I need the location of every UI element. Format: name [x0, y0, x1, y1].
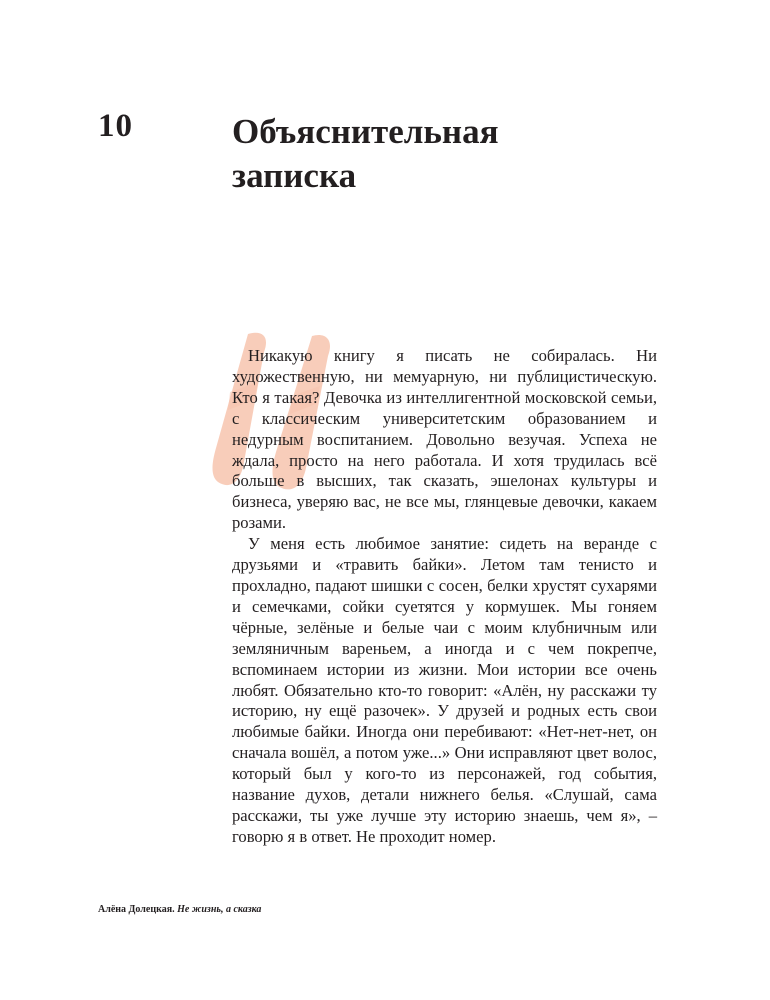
footer-author: Алёна Долецкая.	[98, 904, 175, 915]
chapter-title	[232, 110, 652, 198]
footer	[98, 905, 261, 915]
paragraph-2: У меня есть любимое занятие: сидеть на веранде с друзьями и «травить байки». Летом там тенисто и прохладно, падают шишки с сосен, белки хрустят сухарями и семечками, сойки суетятся у кормушек. Мы гоняем чёрные, зелёные и белые чаи с моим клубничным или земляничным вареньем, а иногда и с чем покрепче, вспоминаем истории из жизни. Мои истории все очень любят. Обязательно кто-то говорит: «Алён, ну расскажи ту историю, ну ещё разочек». У друзей и родных есть свои любимые байки. Иногда они перебивают: «Нет-нет-нет, он сначала вошёл, а потом уже...» Они исправляют цвет волос, который был у кого-то из персонажей, год события, название духов, детали нижнего белья. «Слушай, сама расскажи, ты уже лучше эту историю знаешь, чем я», – говорю я в ответ. Не проходит номер.	[232, 534, 657, 846]
footer-book-title: Не жизнь, а сказка	[177, 904, 262, 915]
page-number: 10	[98, 108, 133, 144]
body-text	[232, 346, 657, 848]
paragraph-1: Никакую книгу я писать не собиралась. Ни художественную, ни мемуарную, ни публицистическую. Кто я такая? Девочка из интеллигентной московской семьи, с классическим университетским образованием и недурным воспитанием. Довольно везучая. Успеха не ждала, просто на него работала. И хотя трудилась всё больше в высших, так сказать, эшелонах культуры и бизнеса, уверяю вас, не все мы, глянцевые девочки, какаем розами.	[232, 346, 657, 533]
chapter-title-line-2: записка	[232, 156, 357, 195]
chapter-title-line-1: Объяснительная	[232, 112, 499, 151]
